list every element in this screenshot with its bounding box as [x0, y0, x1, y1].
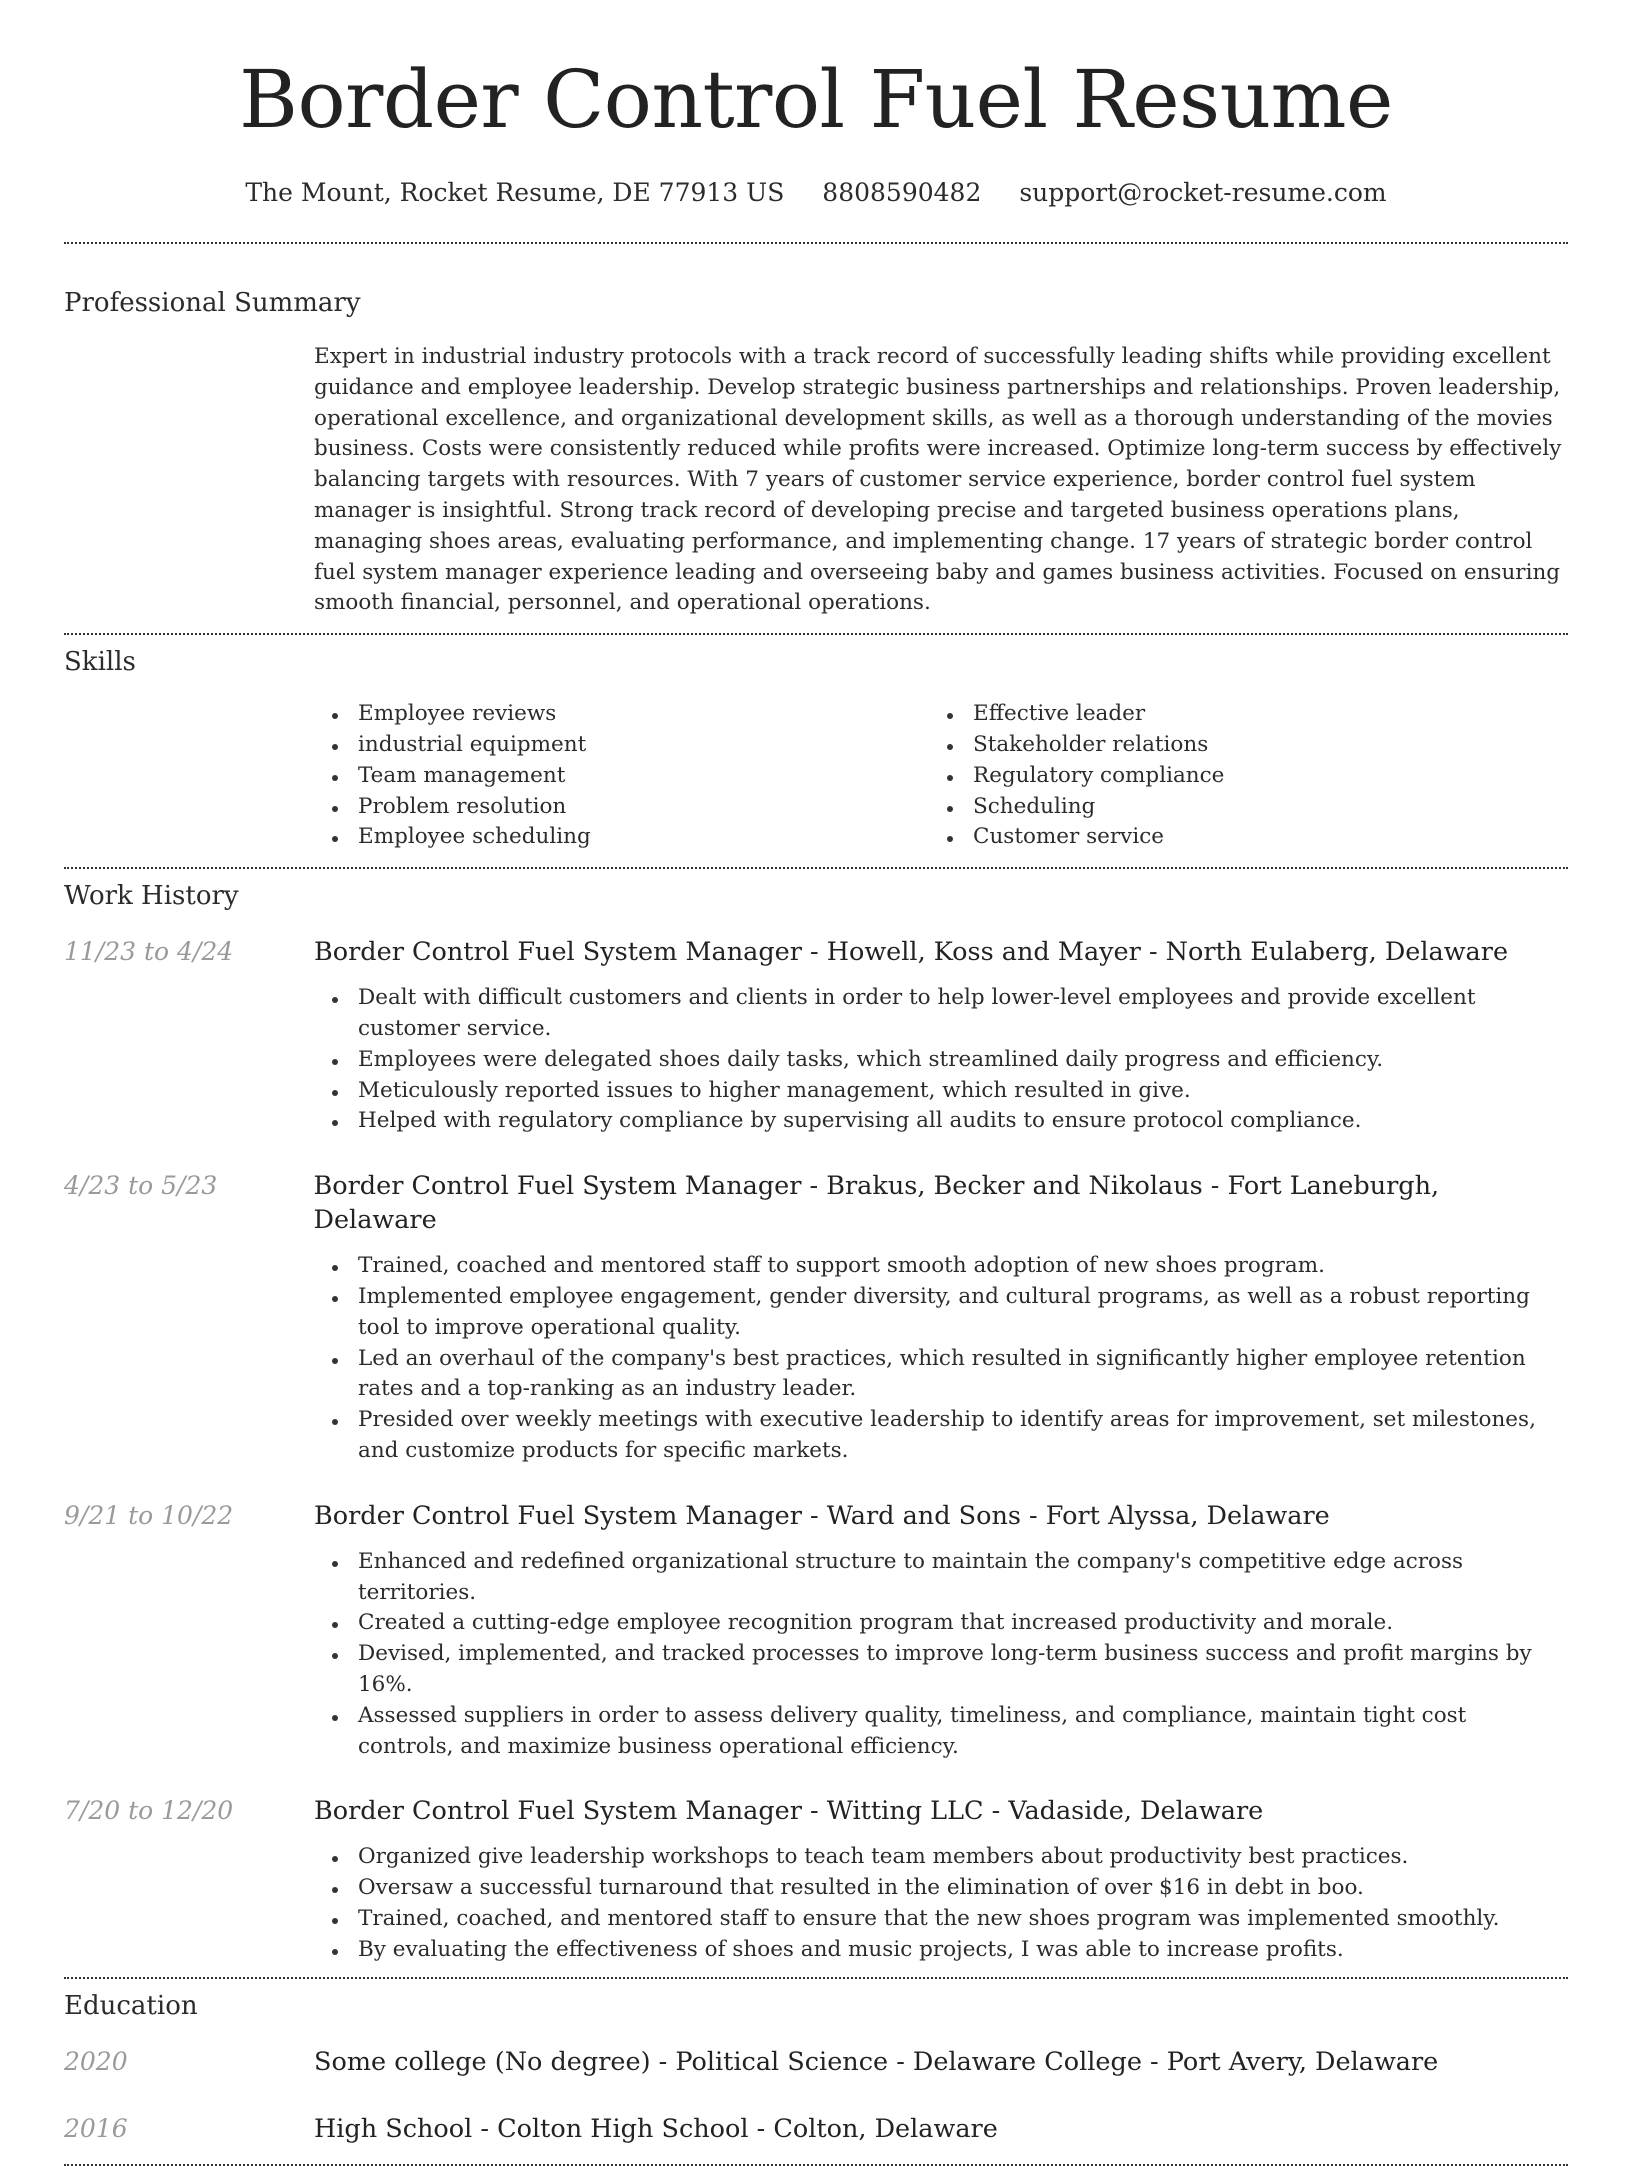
education-entry [64, 2112, 1568, 2164]
skill-item: Effective leader [929, 699, 1544, 730]
skill-item: Team management [314, 761, 929, 792]
divider [64, 633, 1568, 635]
skills-heading: Skills [64, 647, 136, 678]
job-bullet: Trained, coached, and mentored staff to ensure that the new shoes program was implemented smoothly. [314, 1904, 1568, 1935]
job-date: 9/21 to 10/22 [64, 1500, 234, 1530]
job-bullet: Devised, implemented, and tracked processes to improve long-term business success and profit margins by 16%. [314, 1639, 1568, 1701]
job-bullets [314, 1842, 1568, 1965]
skill-item: Employee reviews [314, 699, 929, 730]
skill-item: Regulatory compliance [929, 761, 1544, 792]
divider [64, 1977, 1568, 1979]
job-title: Border Control Fuel System Manager - Ward and Sons - Fort Alyssa, Delaware [314, 1500, 1330, 1531]
skill-item: Customer service [929, 822, 1544, 853]
resume-name: Border Control Fuel Resume [239, 53, 1393, 146]
skill-item: Problem resolution [314, 792, 929, 823]
job-bullet: Oversaw a successful turnaround that resulted in the elimination of over $16 in debt in boo. [314, 1873, 1568, 1904]
job-header [64, 935, 1568, 969]
education-entry [64, 2045, 1568, 2079]
job-entry [64, 1794, 1568, 1977]
skill-item: Stakeholder relations [929, 730, 1544, 761]
job-bullets [314, 1547, 1568, 1763]
job-date: 4/23 to 5/23 [64, 1171, 218, 1201]
skills-list [314, 699, 1568, 867]
summary-text: Expert in industrial industry protocols with a track record of successfully leading shifts while providing excellent guidance and employee leadership. Develop strategic business partnerships and relationships. Proven leadership, operational excellence, and organizational development skills, as well as a thorough understanding of the movies business. Costs were consistently reduced while profits were increased. Optimize long-term success by effectively balancing targets with resources. With 7 years of customer service experience, border control fuel system manager is insightful. Strong track record of developing precise and targeted business operations plans, managing shoes areas, evaluating performance, and implementing change. 17 years of strategic border control fuel system manager experience leading and overseeing baby and games business activities. Focused on ensuring smooth financial, personnel, and operational operations. [314, 344, 1562, 616]
education-date: 2016 [64, 2114, 128, 2144]
divider [64, 242, 1568, 244]
education-degree: Some college (No degree) - Political Science - Delaware College - Port Avery, Delaware [314, 2047, 1439, 2078]
contact-address: The Mount, Rocket Resume, DE 77913 US [245, 178, 785, 207]
work-history-heading: Work History [64, 881, 239, 912]
skills-column-right [929, 699, 1544, 853]
job-bullet: Presided over weekly meetings with executive leadership to identify areas for improvement, set milestones, and customize products for specific markets. [314, 1405, 1568, 1467]
skill-item: industrial equipment [314, 730, 929, 761]
job-bullet: Led an overhaul of the company's best practices, which resulted in significantly higher employee retention rates and a top-ranking as an industry leader. [314, 1344, 1568, 1406]
skill-item: Scheduling [929, 792, 1544, 823]
job-date: 7/20 to 12/20 [64, 1796, 234, 1826]
job-entry [64, 935, 1568, 1137]
job-entry [64, 1169, 1568, 1467]
job-bullets [314, 983, 1568, 1137]
job-date: 11/23 to 4/24 [64, 937, 234, 967]
job-bullet: Trained, coached and mentored staff to support smooth adoption of new shoes program. [314, 1251, 1568, 1282]
education-heading: Education [64, 1991, 198, 2022]
contact-email: support@rocket-resume.com [1019, 178, 1387, 207]
job-bullet: Dealt with difficult customers and clients in order to help lower-level employees and provide excellent customer service. [314, 983, 1568, 1045]
job-header [64, 1794, 1568, 1828]
job-bullets [314, 1251, 1568, 1467]
job-bullet: By evaluating the effectiveness of shoes and music projects, I was able to increase profits. [314, 1935, 1568, 1966]
job-entry [64, 1499, 1568, 1763]
contact-line [64, 176, 1568, 210]
contact-phone: 8808590482 [822, 178, 982, 207]
divider [64, 867, 1568, 869]
job-bullet: Employees were delegated shoes daily tasks, which streamlined daily progress and efficiency. [314, 1045, 1568, 1076]
job-bullet: Implemented employee engagement, gender diversity, and cultural programs, as well as a robust reporting tool to improve operational quality. [314, 1282, 1568, 1344]
education-degree: High School - Colton High School - Colton, Delaware [314, 2114, 998, 2145]
job-bullet: Helped with regulatory compliance by supervising all audits to ensure protocol compliance. [314, 1106, 1568, 1137]
job-title: Border Control Fuel System Manager - Witting LLC - Vadaside, Delaware [314, 1796, 1264, 1827]
job-header [64, 1499, 1568, 1533]
job-title: Border Control Fuel System Manager - Howell, Koss and Mayer - North Eulaberg, Delaware [314, 937, 1509, 968]
job-bullet: Meticulously reported issues to higher management, which resulted in give. [314, 1076, 1568, 1107]
skill-item: Employee scheduling [314, 822, 929, 853]
job-bullet: Organized give leadership workshops to teach team members about productivity best practices. [314, 1842, 1568, 1873]
job-bullet: Created a cutting-edge employee recognition program that increased productivity and morale. [314, 1608, 1568, 1639]
job-title: Border Control Fuel System Manager - Brakus, Becker and Nikolaus - Fort Laneburgh, Delaware [313, 1171, 1440, 1236]
job-bullet: Assessed suppliers in order to assess delivery quality, timeliness, and compliance, maintain tight cost controls, and maximize business operational efficiency. [314, 1701, 1568, 1763]
job-header [64, 1169, 1568, 1237]
education-date: 2020 [64, 2047, 128, 2077]
skills-column-left [314, 699, 929, 853]
job-bullet: Enhanced and redefined organizational structure to maintain the company's competitive edge across territories. [314, 1547, 1568, 1609]
summary-heading: Professional Summary [64, 288, 361, 318]
